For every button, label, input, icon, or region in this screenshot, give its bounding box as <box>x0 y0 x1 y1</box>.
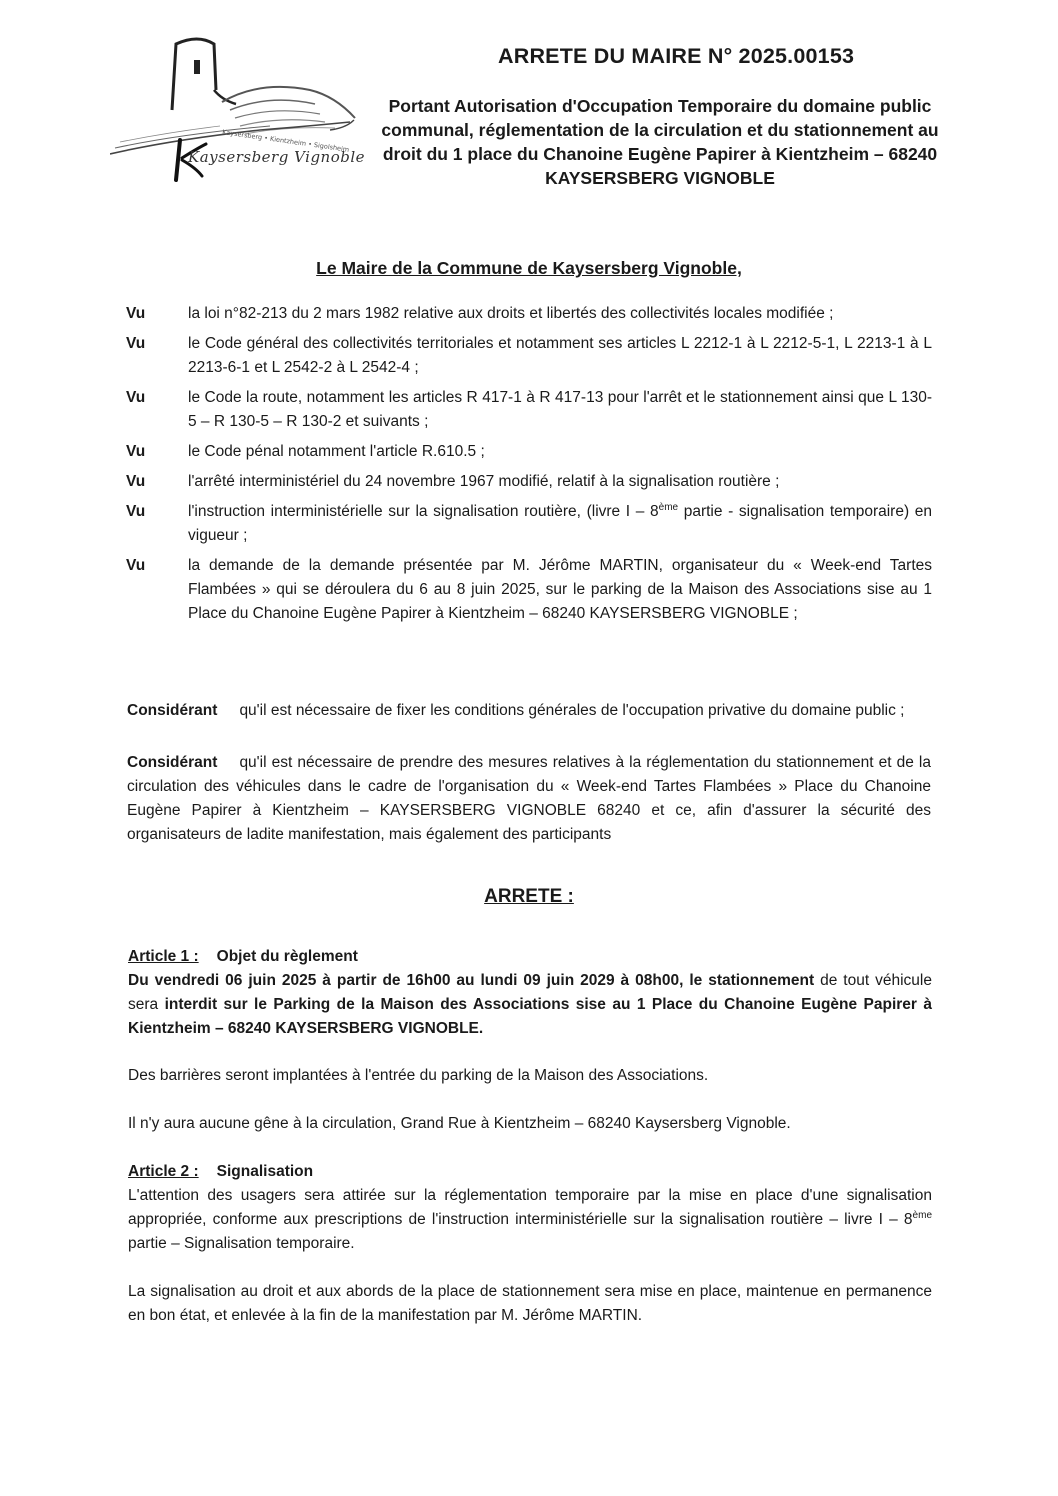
vu-text-part: partie - signalisation temporaire) en vigueur ; <box>188 503 932 544</box>
vu-item <box>126 332 932 380</box>
considerant-text: qu'il est nécessaire de fixer les conditions générales de l'occupation privative du domaine public ; <box>239 702 905 719</box>
vu-text: le Code la route, notamment les articles R 417-1 à R 417-13 pour l'arrêt et le stationnement ainsi que L 130-5 – R 130-5 – R 130-2 et suivants ; <box>188 389 932 430</box>
vu-text <box>188 500 932 548</box>
bold-text: interdit sur le Parking de la Maison des Associations sise au 1 Place du Chanoine Eugène Papirer à Kientzheim – 68240 KAYSERSBERG VIGNOBLE <box>128 996 932 1037</box>
considerant-label: Considérant <box>127 702 218 719</box>
article-1-paragraph: Des barrières seront implantées à l'entrée du parking de la Maison des Associations. <box>128 1067 709 1084</box>
article-1-paragraph <box>128 969 932 1041</box>
commune-logo <box>110 30 370 190</box>
considerant-item <box>127 751 931 847</box>
considerant-label: Considérant <box>127 754 218 771</box>
logo-town-name: Kaysersberg Vignoble <box>188 148 366 166</box>
considerant-text: qu'il est nécessaire de prendre des mesures relatives à la réglementation du stationnement et de la circulation des véhicules dans le cadre de l'organisation du « Week-end Tartes Flambées » Place du Chanoine Eugène Papirer à Kientzheim – KAYSERSBERG VIGNOBLE 68240 et ce, afin d'assurer la sécurité des organisateurs de ladite manifestation, mais également des participants <box>127 754 931 843</box>
logo-ribbon-text: Kaysersberg • Kientzheim • Sigolsheim <box>221 128 350 154</box>
page-subtitle: Portant Autorisation d'Occupation Temporaire du domaine public communal, réglementation de la circulation et du stationnement au droit du 1 place du Chanoine Eugène Papirer à Kientzheim – 68240 KAYSERSBERG VIGNOBLE <box>381 96 939 188</box>
vu-label: Vu <box>126 443 146 460</box>
article-1-paragraph: Il n'y aura aucune gêne à la circulation, Grand Rue à Kientzheim – 68240 Kaysersberg Vignoble. <box>128 1115 791 1132</box>
arrete-heading: ARRETE : <box>484 886 574 907</box>
article-2-paragraph <box>128 1184 932 1256</box>
vu-item <box>126 386 932 434</box>
page-title: ARRETE DU MAIRE N° 2025.00153 <box>498 44 855 68</box>
vu-item <box>126 302 932 326</box>
text: L'attention des usagers sera attirée sur la réglementation temporaire par la mise en place d'une signalisation appropriée, conforme aux prescriptions de l'instruction interministérielle sur la signalisation routière – livre I – 8 <box>128 1187 932 1228</box>
text: . <box>478 1020 484 1037</box>
vu-item <box>126 554 932 626</box>
text: partie – Signalisation temporaire. <box>128 1235 355 1252</box>
text: de tout véhicule sera <box>128 972 932 1013</box>
article-2-paragraph: La signalisation au droit et aux abords de la place de stationnement sera mise en place, maintenue en permanence en bon état, et enlevée à la fin de la manifestation par M. Jérôme MARTIN. <box>128 1283 932 1324</box>
vu-label: Vu <box>126 305 146 322</box>
article-2-heading <box>128 1160 313 1184</box>
logo-drawing <box>110 30 370 190</box>
bold-text: Du vendredi 06 juin 2025 à partir de 16h00 au lundi 09 juin 2029 à 08h00, le stationnement <box>128 972 815 989</box>
vu-text: le Code pénal notamment l'article R.610.5 ; <box>188 443 485 460</box>
superscript: ème <box>658 501 679 513</box>
article-number: Article 1 : <box>128 948 199 965</box>
mayor-heading: Le Maire de la Commune de Kaysersberg Vignoble, <box>316 258 742 278</box>
vu-text: la demande de la demande présentée par M. Jérôme MARTIN, organisateur du « Week-end Tartes Flambées » qui se déroulera du 6 au 8 juin 2025, sur le parking de la Maison des Associations sise au 1 Place du Chanoine Eugène Papirer à Kientzheim – 68240 KAYSERSBERG VIGNOBLE ; <box>188 557 932 622</box>
vu-list <box>126 302 932 632</box>
vu-text: l'arrêté interministériel du 24 novembre 1967 modifié, relatif à la signalisation routière ; <box>188 473 780 490</box>
vu-label: Vu <box>126 473 146 490</box>
vu-item <box>126 470 932 494</box>
vu-text: la loi n°82-213 du 2 mars 1982 relative aux droits et libertés des collectivités locales modifiée ; <box>188 305 834 322</box>
article-number: Article 2 : <box>128 1163 199 1180</box>
vu-label: Vu <box>126 503 146 520</box>
vu-item <box>126 500 932 548</box>
vu-label: Vu <box>126 335 146 352</box>
superscript: ème <box>912 1209 932 1221</box>
vu-item <box>126 440 932 464</box>
considerant-item <box>127 699 931 723</box>
article-title: Signalisation <box>216 1163 314 1180</box>
article-title: Objet du règlement <box>216 948 358 965</box>
vu-label: Vu <box>126 389 146 406</box>
vu-label: Vu <box>126 557 146 574</box>
article-1-heading <box>128 945 358 969</box>
vu-text-part: l'instruction interministérielle sur la signalisation routière, (livre I – 8 <box>188 503 659 520</box>
vu-text: le Code général des collectivités territoriales et notamment ses articles L 2212-1 à L 2212-5-1, L 2213-1 à L 2213-6-1 et L 2542-2 à L 2542-4 ; <box>188 335 932 376</box>
